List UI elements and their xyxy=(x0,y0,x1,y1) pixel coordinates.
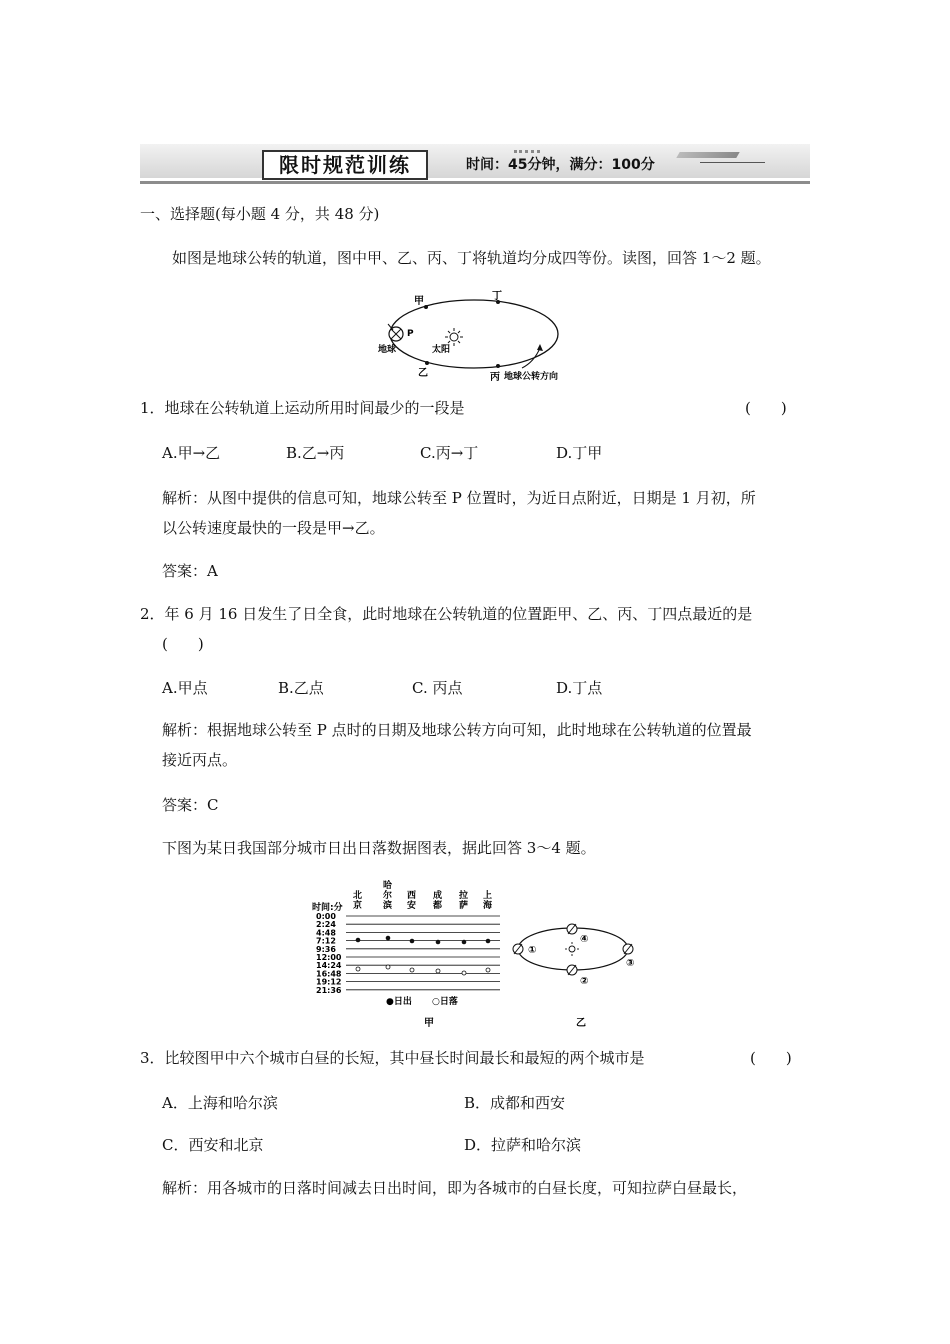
q3-stem: 3．比较图甲中六个城市白昼的长短，其中昼长时间最长和最短的两个城市是 xyxy=(140,1049,645,1067)
label-earth: 地球 xyxy=(378,345,397,355)
time-tick-label: 19:12 xyxy=(316,977,342,987)
sunset-mark xyxy=(386,965,390,969)
sunrise-sunset-figure xyxy=(308,880,653,1030)
q1-stem: 1．地球在公转轨道上运动所用时间最少的一段是 xyxy=(140,399,465,417)
orbit2-label-4: ④ xyxy=(580,934,589,945)
label-jia: 甲 xyxy=(414,296,424,307)
city-header-char: 成 xyxy=(433,891,443,901)
city-header-char: 尔 xyxy=(383,891,393,901)
sunrise-mark xyxy=(356,938,361,943)
q2-analysis-line1: 解析：根据地球公转至 P 点时的日期及地球公转方向可知，此时地球在公转轨道的位置最 xyxy=(162,721,752,739)
q3-option-c: C．西安和北京 xyxy=(162,1136,264,1154)
sunset-mark xyxy=(436,969,440,973)
banner-time-score: 时间：45分钟，满分：100分 xyxy=(466,157,655,173)
city-header-char: 安 xyxy=(407,901,417,911)
direction-arrowhead xyxy=(537,344,543,351)
section-heading: 一、选择题(每小题 4 分，共 48 分) xyxy=(140,205,380,223)
q2-answer: 答案：C xyxy=(162,796,219,814)
city-header-char: 京 xyxy=(353,901,363,911)
time-tick-label: 16:48 xyxy=(316,969,342,979)
section-intro-2: 下图为某日我国部分城市日出日落数据图表，据此回答 3～4 题。 xyxy=(162,839,596,857)
q1-option-a: A.甲→乙 xyxy=(162,444,221,462)
direction-arrow xyxy=(522,348,540,368)
q2-analysis-line2: 接近丙点。 xyxy=(162,751,238,769)
legend-sunrise: ●日出 xyxy=(386,997,412,1007)
q1-option-c: C.丙→丁 xyxy=(420,444,479,462)
sunset-mark xyxy=(356,967,360,971)
time-tick-label: 14:24 xyxy=(316,961,342,971)
q3-option-b: B．成都和西安 xyxy=(464,1094,566,1112)
caption-jia: 甲 xyxy=(424,1018,434,1029)
label-p: P xyxy=(407,329,414,339)
city-header-char: 都 xyxy=(433,901,443,911)
time-tick-label: 4:48 xyxy=(316,928,336,938)
sunrise-mark xyxy=(386,936,391,941)
sunrise-mark xyxy=(462,940,467,945)
city-header-char: 萨 xyxy=(459,901,469,911)
caption-yi: 乙 xyxy=(576,1018,586,1029)
city-header-char: 西 xyxy=(407,891,417,901)
time-tick-label: 21:36 xyxy=(316,985,342,995)
city-header-char: 北 xyxy=(353,891,363,901)
sunrise-mark xyxy=(436,940,441,945)
q2-option-b: B.乙点 xyxy=(278,679,324,697)
sun-icon xyxy=(445,328,463,346)
orbit2-label-3: ③ xyxy=(626,958,635,969)
q2-option-d: D.丁点 xyxy=(556,679,603,697)
orbit2-label-1: ① xyxy=(528,945,537,956)
section-intro: 如图是地球公转的轨道，图中甲、乙、丙、丁将轨道均分成四等份。读图，回答 1～2 题。 xyxy=(172,249,771,267)
time-tick-label: 12:00 xyxy=(316,953,342,962)
time-tick-label: 9:36 xyxy=(316,944,336,954)
sunset-mark xyxy=(462,971,466,975)
city-header-char: 哈 xyxy=(383,881,393,891)
label-sun: 太阳 xyxy=(432,345,451,355)
q3-option-a: A．上海和哈尔滨 xyxy=(162,1094,278,1112)
q2-option-c: C. 丙点 xyxy=(412,679,463,697)
city-header-char: 滨 xyxy=(383,901,393,911)
label-direction: 地球公转方向 xyxy=(504,372,559,382)
q3-option-d: D．拉萨和哈尔滨 xyxy=(464,1136,582,1154)
page-banner xyxy=(140,144,810,184)
orbit2-label-2: ② xyxy=(580,976,589,987)
time-tick-label: 0:00 xyxy=(316,912,336,921)
axis-title: 时间:分 xyxy=(312,903,343,913)
orbit-point-jia xyxy=(424,305,428,309)
orbit2-sun-icon xyxy=(565,942,579,956)
q2-paren: ( ) xyxy=(162,635,204,653)
label-yi: 乙 xyxy=(418,368,428,379)
orbit-figure xyxy=(374,290,584,385)
q3-analysis-line1: 解析：用各城市的日落时间减去日出时间，即为各城市的白昼长度，可知拉萨白昼最长， xyxy=(162,1179,748,1197)
sunset-mark xyxy=(410,968,414,972)
city-header-char: 拉 xyxy=(459,891,469,901)
time-tick-label: 7:12 xyxy=(316,936,336,946)
banner-underline xyxy=(140,181,810,184)
q2-stem: 2．年 6 月 16 日发生了日全食，此时地球在公转轨道的位置距甲、乙、丙、丁四点最近的是 xyxy=(140,605,753,623)
q2-option-a: A.甲点 xyxy=(162,679,208,697)
banner-title: 限时规范训练 xyxy=(262,150,428,180)
banner-stripe xyxy=(676,152,739,158)
q3-paren: ( ) xyxy=(750,1049,792,1067)
sunrise-mark xyxy=(486,939,491,944)
sunrise-mark xyxy=(410,939,415,944)
q1-paren: ( ) xyxy=(745,399,787,417)
q1-analysis-line1: 解析：从图中提供的信息可知，地球公转至 P 位置时，为近日点附近，日期是 1 月初，所 xyxy=(162,489,756,507)
banner-tail-line xyxy=(700,162,765,163)
q1-answer: 答案：A xyxy=(162,562,218,580)
q1-option-d: D.丁甲 xyxy=(556,444,603,462)
label-bing: 丙 xyxy=(490,372,500,383)
city-header-char: 上 xyxy=(483,891,493,901)
city-header-char: 海 xyxy=(483,901,493,911)
legend-sunset: ○日落 xyxy=(432,997,458,1007)
sunset-mark xyxy=(486,968,490,972)
orbit-point-bing xyxy=(496,364,500,368)
q1-option-b: B.乙→丙 xyxy=(286,444,345,462)
label-ding: 丁 xyxy=(492,291,502,302)
earth-icon xyxy=(388,324,403,341)
time-tick-label: 2:24 xyxy=(316,920,336,930)
q1-analysis-line2: 以公转速度最快的一段是甲→乙。 xyxy=(162,519,385,537)
orbit-ellipse xyxy=(390,300,558,368)
orbit-point-yi xyxy=(425,361,429,365)
